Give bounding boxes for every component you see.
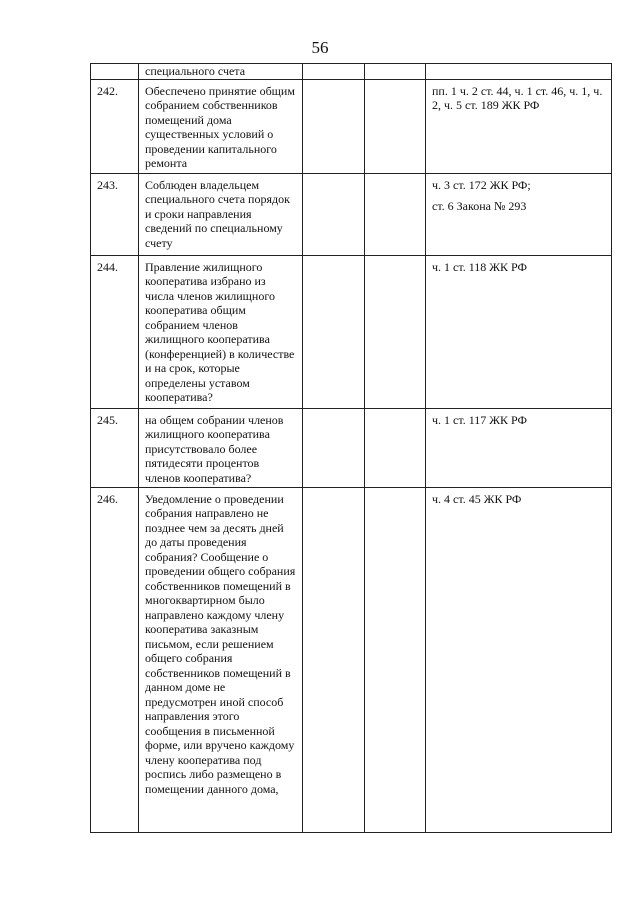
blank-cell-no <box>365 79 426 173</box>
reference-cell <box>426 255 612 408</box>
legal-reference: ч. 1 ст. 118 ЖК РФ <box>432 259 527 274</box>
blank-cell-yes <box>303 408 365 487</box>
question-cell: специального счета <box>139 64 303 80</box>
page-number: 56 <box>311 38 329 57</box>
reference-cell <box>426 487 612 832</box>
table-row <box>91 487 612 832</box>
question-cell: Правление жилищного кооператива избрано из числа членов жилищного кооператива общим собранием членов жилищного кооператива (конференцией) в количестве и на срок, которые определены уставом кооператива? <box>139 255 303 408</box>
blank-cell-no <box>365 255 426 408</box>
checklist-table <box>90 63 612 833</box>
question-cell: Обеспечено принятие общим собранием собственников помещений дома существенных условий о проведении капитального ремонта <box>139 79 303 173</box>
question-cell: Соблюден владельцем специального счета порядок и сроки направления сведений по специальному счету <box>139 173 303 255</box>
row-number-cell: 246. <box>91 487 139 832</box>
row-number-cell: 243. <box>91 173 139 255</box>
reference-cell <box>426 173 612 255</box>
row-number-cell: 244. <box>91 255 139 408</box>
blank-cell-yes <box>303 79 365 173</box>
legal-reference: ч. 1 ст. 117 ЖК РФ <box>432 412 527 427</box>
blank-cell-yes <box>303 487 365 832</box>
table-row <box>91 173 612 255</box>
reference-cell <box>426 79 612 173</box>
blank-cell-no <box>365 408 426 487</box>
reference-cell <box>426 64 612 80</box>
row-number-cell <box>91 64 139 80</box>
blank-cell-no <box>365 173 426 255</box>
legal-reference: ст. 6 Закона № 293 <box>432 199 527 213</box>
legal-reference: ч. 4 ст. 45 ЖК РФ <box>432 491 522 506</box>
blank-cell-yes <box>303 255 365 408</box>
table-row <box>91 79 612 173</box>
table-row <box>91 64 612 80</box>
question-cell: Уведомление о проведении собрания направлено не позднее чем за десять дней до даты проведения собрания? Сообщение о проведении общего собрания собственников помещений в многоквартирном было направлено каждому члену кооператива заказным письмом, если решением общего собрания собственников помещений в данном доме не предусмотрен иной способ направления этого сообщения в письменной форме, или вручено каждому члену кооператива под роспись либо размещено в помещении данного дома, <box>139 487 303 832</box>
legal-reference: ч. 3 ст. 172 ЖК РФ; <box>432 177 531 192</box>
row-number-cell: 242. <box>91 79 139 173</box>
blank-cell-no <box>365 487 426 832</box>
blank-cell-yes <box>303 64 365 80</box>
row-number-cell: 245. <box>91 408 139 487</box>
table-row <box>91 255 612 408</box>
blank-cell-yes <box>303 173 365 255</box>
question-cell: на общем собрании членов жилищного кооператива присутствовало более пятидесяти процентов членов кооператива? <box>139 408 303 487</box>
legal-reference: пп. 1 ч. 2 ст. 44, ч. 1 ст. 46, ч. 1, ч. 2, ч. 5 ст. 189 ЖК РФ <box>432 83 603 112</box>
blank-cell-no <box>365 64 426 80</box>
table-row <box>91 408 612 487</box>
reference-cell <box>426 408 612 487</box>
